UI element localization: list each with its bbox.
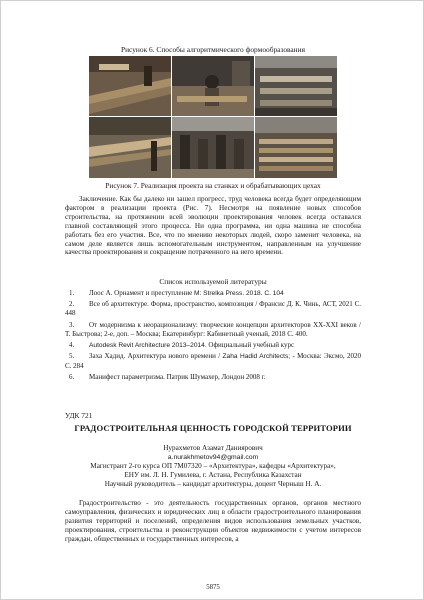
workshop-photo-2 — [172, 56, 254, 116]
conclusion-paragraph: Заключение. Как бы далеко ни зашел прогресс, труд человека всегда будет определяющим фактором в реализации проекта (Рис. 7). Несмотря на появление новых способов строительства, на протяжении всей эволюции проектирования человек всегда оставался главной составляющей этого процесса. Ни одна программа, ни одна машина не способна работать без его участия. Все, что по мнению некоторых людей, скоро заменит человека, на самом деле является лишь вспомогательным инструментом, направленным на улучшение качества проектирования и сокращение потраченного на него времени. — [65, 195, 361, 257]
reference-item: 2. Все об архитектуре. Форма, пространство, композиция / Франсис Д. К. Чинь, АСТ, 2021 С. 448 — [65, 300, 361, 317]
author-email: a.nurakhmetov94@gmail.com — [167, 454, 259, 461]
reference-item: 5. Заха Хадид. Архитектура нового времени / Zaha Hadid Architects; - Москва: Эксмо, 2020 С. 284 — [65, 352, 361, 370]
reference-item: 6. Манифест параметризма. Патрик Шумахер, Лондон 2008 г. — [69, 373, 266, 381]
figure-6-caption: Рисунок 6. Способы алгоритмического формообразования — [120, 45, 305, 54]
reference-item: 4. Autodesk Revit Architecture 2013–2014. Официальный учебный курс — [69, 341, 295, 349]
workshop-photo-5 — [172, 117, 254, 178]
affiliation-line-1: Магистрант 2-го курса ОП 7М07320 – «Архитектура», кафедры «Архитектура», — [90, 462, 336, 470]
reference-item: 3. От модернизма к неорационализму: творческие концепции архитекторов XX-XXI веков / Т. Быстрова; 2-е, доп. – Москва; Екатеринбург: Кабинетный ученый, 2018 С. 400. — [65, 321, 361, 338]
affiliation-line-2: ЕНУ им. Л. Н. Гумилева, г. Астана, Республика Казахстан — [124, 471, 302, 479]
reference-number: 4. — [69, 341, 75, 349]
workshop-photo-4 — [89, 117, 171, 178]
author-name: Нурахметов Азамат Даниярович — [163, 444, 263, 452]
workshop-photo-6 — [255, 117, 337, 178]
figure-7-photo-grid — [89, 56, 337, 178]
workshop-photo-3 — [255, 56, 337, 116]
supervisor-line: Научный руководитель – кандидат архитектуры, доцент Черныш Н. А. — [104, 480, 322, 488]
page-number: 5875 — [206, 584, 220, 591]
figure-7-caption: Рисунок 7. Реализация проекта на станках и обрабатывающих цехах — [105, 181, 321, 190]
reference-number: 5. — [69, 352, 75, 360]
reference-item: 1. Лоос А. Орнамент и преступление M: Strelka Press. 2018. С. 104 — [69, 289, 284, 297]
workshop-photo-1 — [89, 56, 171, 116]
udk-code: УДК 721 — [65, 411, 93, 420]
intro-paragraph: Градостроительство - это деятельность государственных органов, органов местного самоуправления, физических и юридических лиц в области градостроительного планирования развития территорий и поселений, определения видов использования земельных участков, проектирования, строительства и реконструкции объектов недвижимости с учетом интересов граждан, общественных и государственных интересов, а — [65, 499, 361, 543]
reference-number: 6. — [69, 373, 75, 381]
references-title: Список используемой литературы — [159, 277, 267, 286]
reference-number: 2. — [69, 300, 75, 308]
article-title: ГРАДОСТРОИТЕЛЬНАЯ ЦЕННОСТЬ ГОРОДСКОЙ ТЕРРИТОРИИ — [74, 423, 352, 433]
reference-number: 1. — [69, 289, 75, 297]
reference-number: 3. — [69, 321, 75, 329]
